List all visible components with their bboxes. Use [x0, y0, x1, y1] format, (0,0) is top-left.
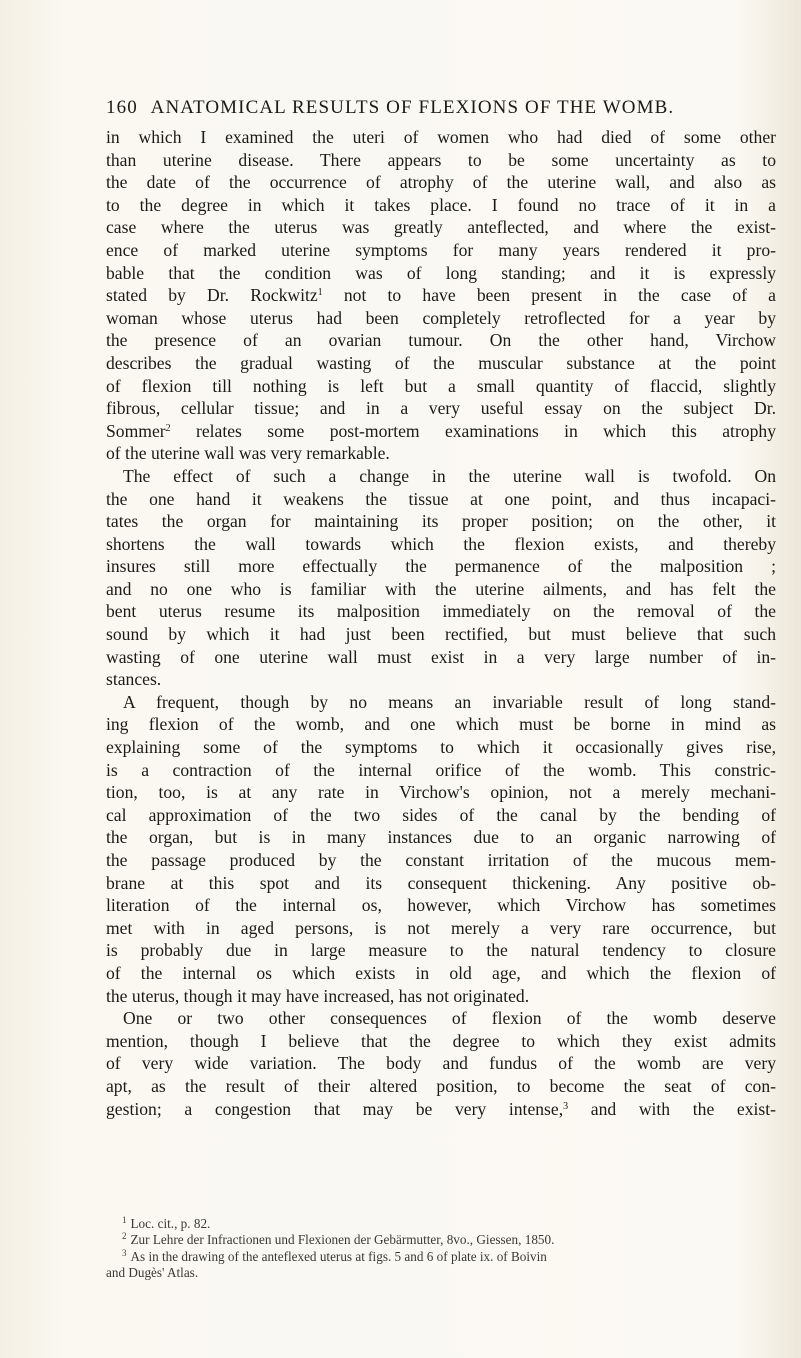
text-line: insures still more effectually the permanence of the malposition ;: [106, 556, 776, 577]
text-line: A frequent, though by no means an invariable result of long stand-: [123, 691, 776, 712]
text-line: literation of the internal os, however, which Virchow has sometimes: [106, 895, 776, 916]
text-line: mention, though I believe that the degree to which they exist admits: [106, 1030, 776, 1051]
text-line: bent uterus resume its malposition immediately on the removal of the: [106, 601, 776, 622]
text-line: woman whose uterus had been completely retroflected for a year by: [106, 307, 776, 328]
footnote-ref: 2: [165, 422, 171, 434]
running-title: ANATOMICAL RESULTS OF FLEXIONS OF THE WOMB.: [150, 97, 675, 118]
text-line: shortens the wall towards which the flexion exists, and thereby: [106, 533, 776, 554]
text-line: fibrous, cellular tissue; and in a very useful essay on the subject Dr.: [106, 398, 776, 419]
text-line: brane at this spot and its consequent thickening. Any positive ob-: [106, 872, 776, 893]
text-line: the date of the occurrence of atrophy of the uterine wall, and also as: [106, 172, 776, 193]
footnote: $^3$ As in the drawing of the anteflexed uterus at figs. 5 and 6 of plate ix. of Boivin: [122, 1247, 547, 1264]
text-line: describes the gradual wasting of the muscular substance at the point: [106, 352, 776, 373]
footnote: and Dugès' Atlas.: [106, 1265, 199, 1281]
text-line: wasting of one uterine wall must exist in a very large number of in-: [106, 646, 776, 667]
text-line: explaining some of the symptoms to which it occasionally gives rise,: [106, 737, 776, 758]
text-line: the passage produced by the constant irritation of the mucous mem-: [106, 850, 776, 870]
text-line: One or two other consequences of flexion of the womb deserve: [123, 1008, 776, 1029]
text-line: in which I examined the uteri of women who had died of some other: [106, 127, 776, 147]
text-line: the one hand it weakens the tissue at one point, and thus incapaci-: [106, 488, 776, 509]
text-line: The effect of such a change in the uterine wall is twofold. On: [123, 465, 776, 486]
text-line: ing flexion of the womb, and one which must be borne in mind as: [106, 714, 776, 735]
footnote: $^1$ Loc. cit., p. 82.: [122, 1215, 211, 1231]
text-line: case where the uterus was greatly anteflected, and where the exist-: [106, 217, 776, 238]
text-line: stated by Dr. Rockwitz$^1$ not to have been present in the case of a: [106, 285, 776, 306]
text-line: tion, too, is at any rate in Virchow's opinion, not a merely mechani-: [106, 782, 776, 803]
text-line: tates the organ for maintaining its proper position; on the other, it: [106, 511, 776, 532]
text-line: to the degree in which it takes place. I found no trace of it in a: [106, 194, 776, 215]
text-line: the presence of an ovarian tumour. On the other hand, Virchow: [106, 330, 776, 351]
footnote-mark: 1: [122, 1215, 127, 1225]
text-line: apt, as the result of their altered position, to become the seat of con-: [106, 1075, 776, 1096]
text-line: the organ, but is in many instances due to an organic narrowing of: [106, 827, 776, 848]
text-line: sound by which it had just been rectified, but must believe that such: [106, 624, 776, 645]
text-line: stances.: [106, 669, 162, 690]
text-line: met with in aged persons, is not merely a very rare occurrence, but: [106, 917, 776, 938]
footnote-ref: 3: [563, 1100, 569, 1112]
text-line: and no one who is familiar with the uterine ailments, and has felt the: [106, 578, 776, 599]
text-line: is probably due in large measure to the natural tendency to closure: [106, 940, 776, 961]
footnote-ref: 1: [317, 287, 323, 299]
footnote: $^2$ Zur Lehre der Infractionen und Flexionen der Gebärmutter, 8vo., Giessen, 1850.: [122, 1231, 555, 1248]
text-line: ence of marked uterine symptoms for many years rendered it pro-: [106, 239, 776, 260]
text-line: of flexion till nothing is left but a small quantity of flaccid, slightly: [106, 375, 776, 396]
text-line: gestion; a congestion that may be very intense,$^3$ and with the exist-: [106, 1098, 776, 1119]
text-line: than uterine disease. There appears to be some uncertainty as to: [106, 149, 776, 170]
text-line: of the uterine wall was very remarkable.: [106, 443, 390, 464]
footnotes: [106, 1216, 776, 1282]
footnote-mark: 3: [122, 1247, 127, 1258]
page-number: 160: [106, 97, 138, 118]
text-line: bable that the condition was of long standing; and it is expressly: [106, 262, 776, 283]
body-text: [106, 126, 776, 1120]
text-line: of very wide variation. The body and fundus of the womb are very: [106, 1053, 776, 1074]
text-line: cal approximation of the two sides of the canal by the bending of: [106, 804, 776, 825]
footnote-mark: 2: [122, 1231, 127, 1242]
running-header: [106, 97, 786, 119]
text-line: the uterus, though it may have increased, has not originated.: [106, 985, 530, 1006]
text-line: is a contraction of the internal orifice of the womb. This constric-: [106, 759, 776, 780]
text-line: Sommer$^2$ relates some post-mortem examinations in which this atrophy: [106, 420, 776, 441]
text-line: of the internal os which exists in old age, and which the flexion of: [106, 962, 776, 983]
